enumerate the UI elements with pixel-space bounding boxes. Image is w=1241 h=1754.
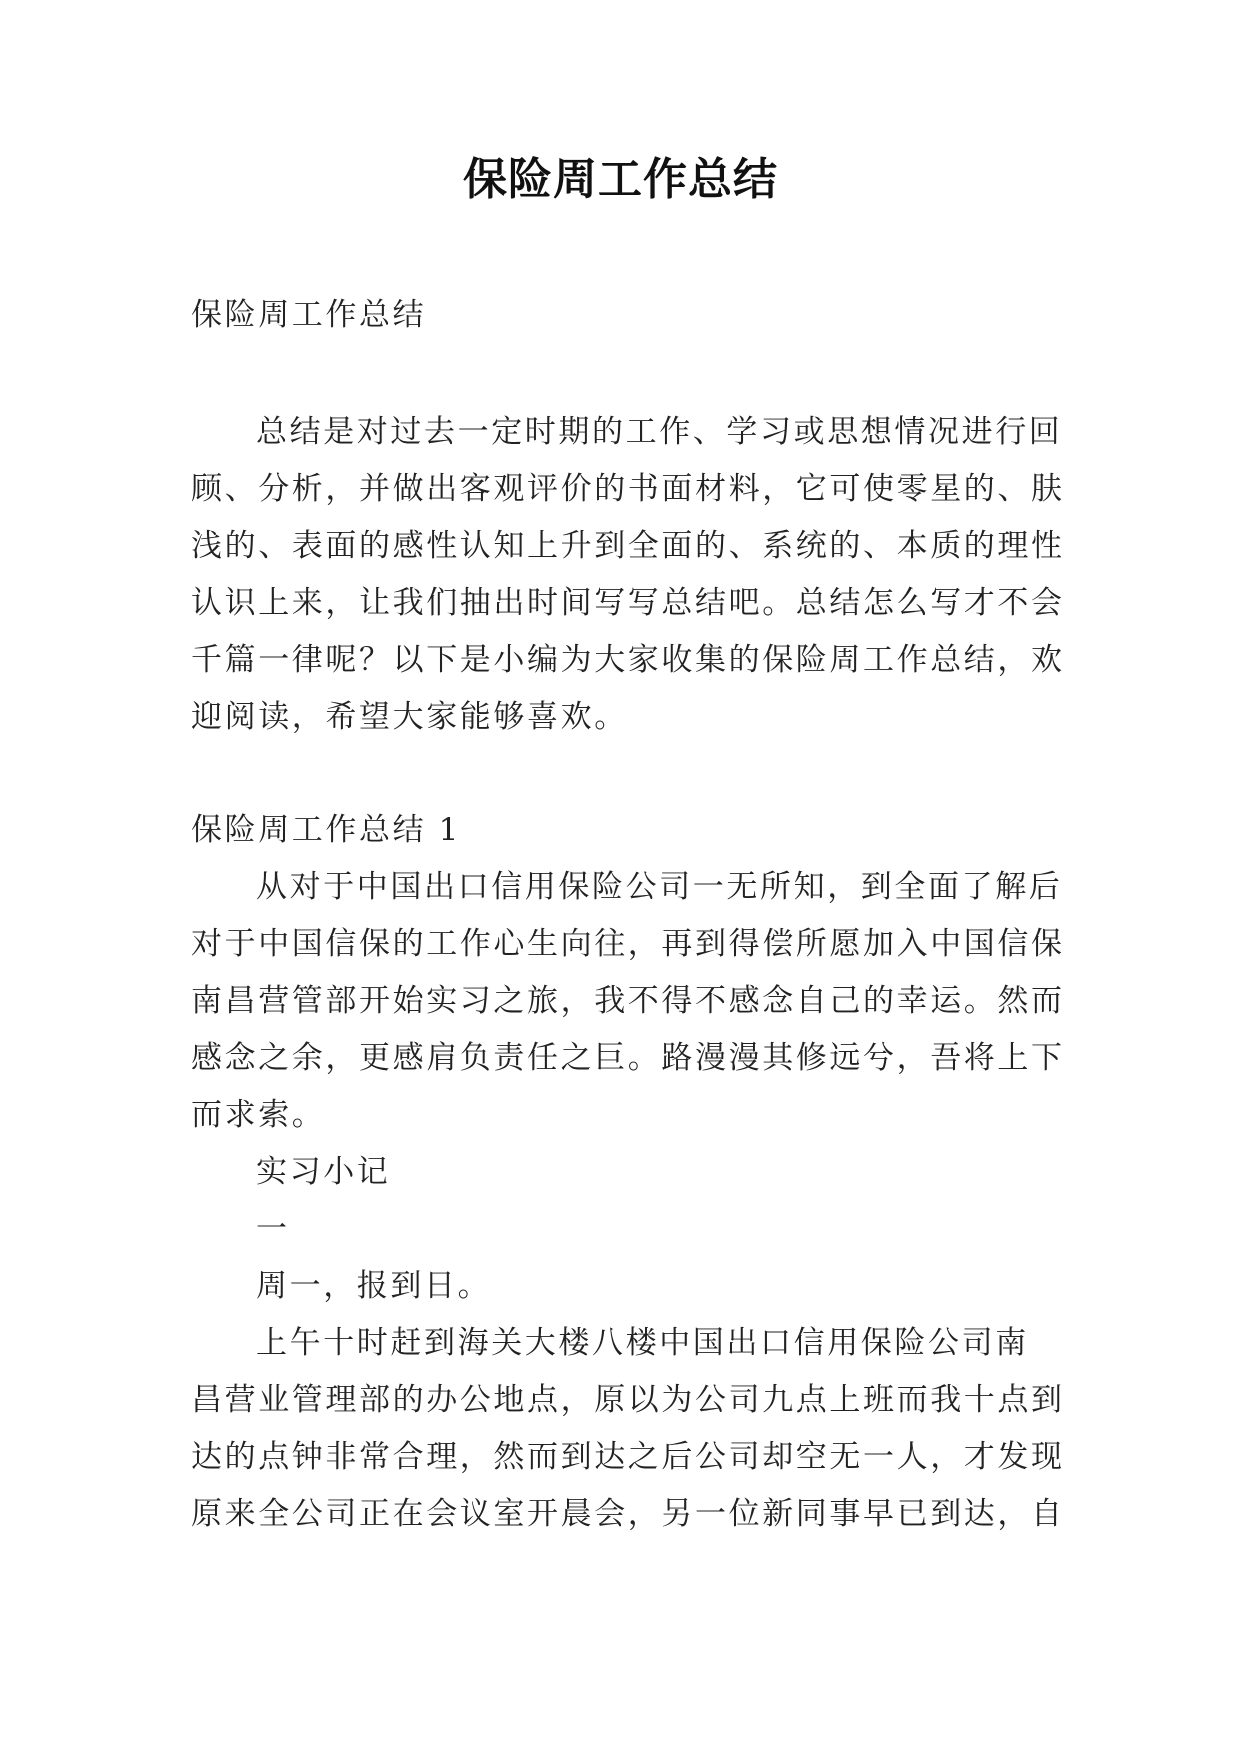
subheading-line: 一 (256, 1211, 290, 1247)
paragraph-line: 而求索。 (191, 1097, 326, 1133)
paragraph-line: 认识上来，让我们抽出时间写写总结吧。总结怎么写才不会 (191, 585, 1065, 621)
document-title: 保险周工作总结 (463, 154, 778, 205)
paragraph-line: 顾、分析，并做出客观评价的书面材料，它可使零星的、肤 (191, 471, 1065, 507)
paragraph-line: 感念之余，更感肩负责任之巨。路漫漫其修远兮，吾将上下 (191, 1040, 1065, 1076)
paragraph-line: 千篇一律呢？以下是小编为大家收集的保险周工作总结，欢 (191, 642, 1065, 678)
paragraph-line: 达的点钟非常合理，然而到达之后公司却空无一人，才发现 (191, 1439, 1065, 1475)
section-heading: 保险周工作总结 1 (191, 812, 461, 848)
paragraph-line: 南昌营管部开始实习之旅，我不得不感念自己的幸运。然而 (191, 983, 1065, 1019)
paragraph-line: 迎阅读，希望大家能够喜欢。 (191, 699, 628, 735)
section-heading: 保险周工作总结 (191, 297, 427, 333)
paragraph-line: 周一，报到日。 (256, 1268, 492, 1304)
paragraph-line: 上午十时赶到海关大楼八楼中国出口信用保险公司南 (256, 1325, 1029, 1361)
paragraph-line: 总结是对过去一定时期的工作、学习或思想情况进行回 (256, 414, 1063, 450)
subheading-line: 实习小记 (256, 1154, 391, 1190)
paragraph-line: 原来全公司正在会议室开晨会，另一位新同事早已到达，自 (191, 1496, 1065, 1532)
paragraph-line: 浅的、表面的感性认知上升到全面的、系统的、本质的理性 (191, 528, 1065, 564)
paragraph-line: 对于中国信保的工作心生向往，再到得偿所愿加入中国信保 (191, 926, 1065, 962)
paragraph-line: 从对于中国出口信用保险公司一无所知，到全面了解后 (256, 869, 1063, 905)
paragraph-line: 昌营业管理部的办公地点，原以为公司九点上班而我十点到 (191, 1382, 1065, 1418)
